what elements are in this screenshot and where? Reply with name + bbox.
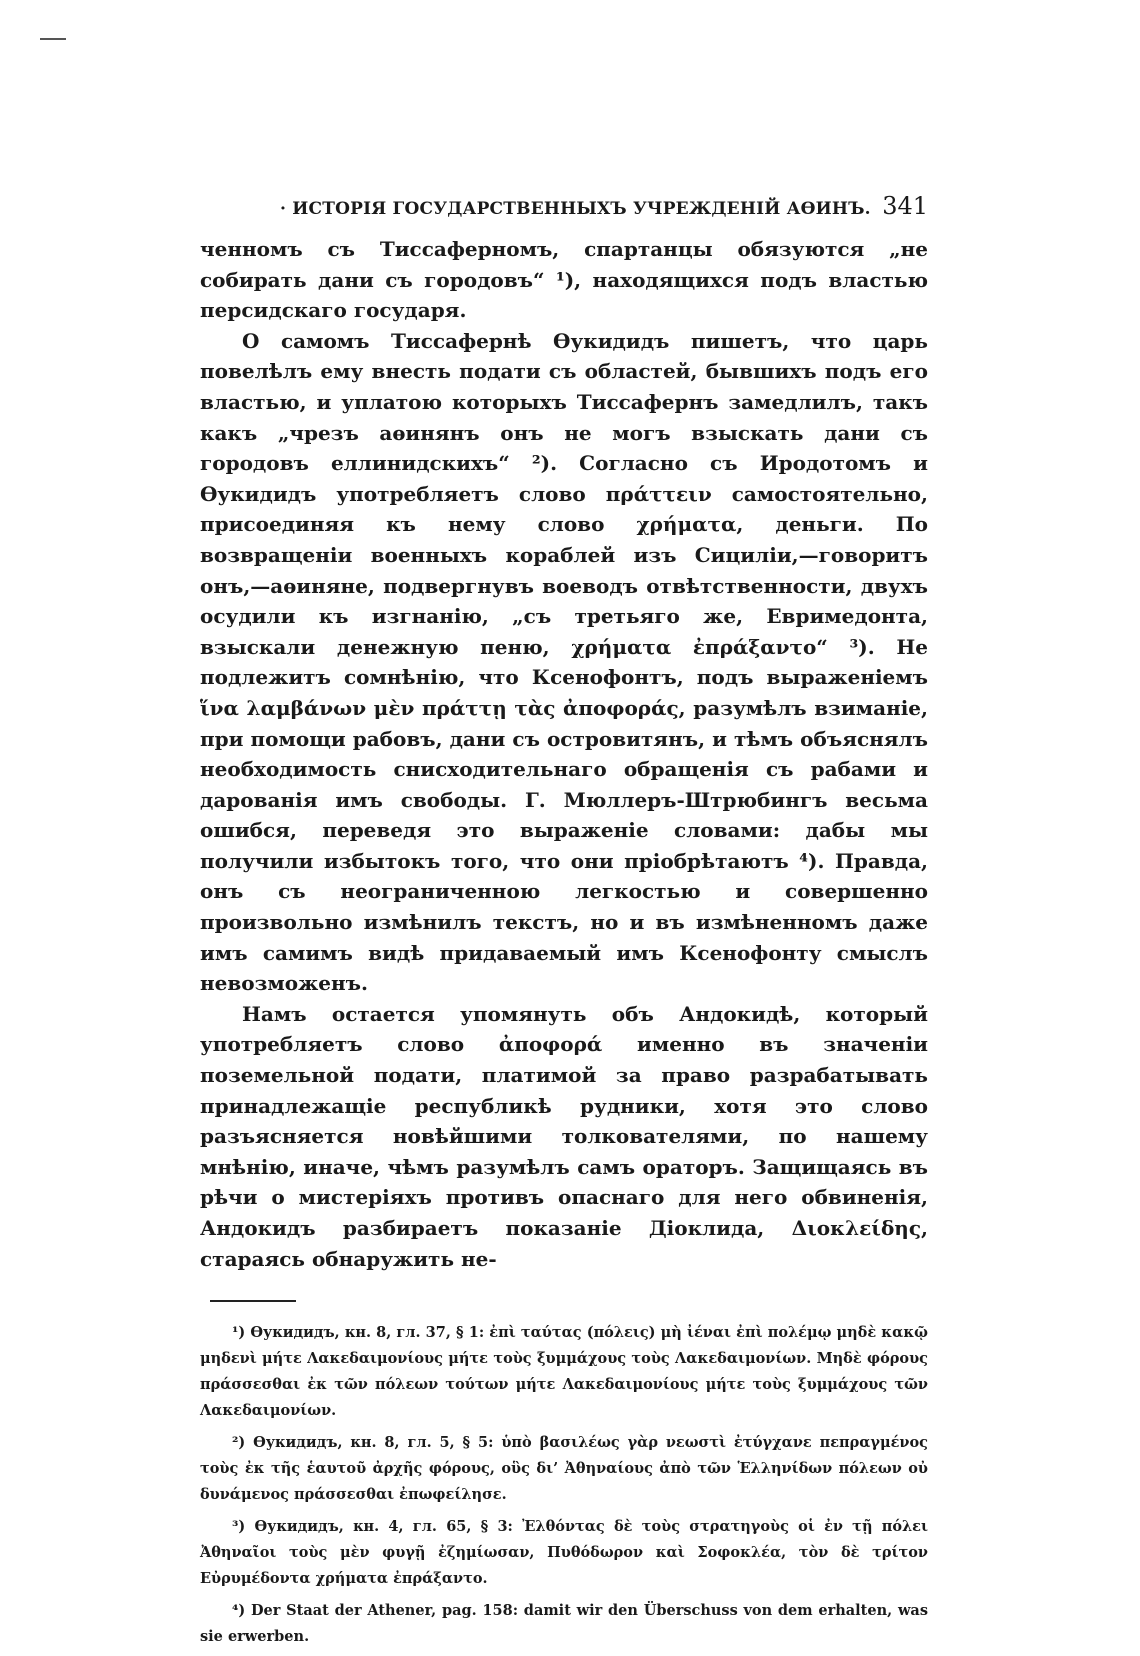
- footnote-1: ¹) Ѳукидидъ, кн. 8, гл. 37, § 1: ἐπὶ ταύτας (πόλεις) μὴ ἰέναι ἐπὶ πολέμῳ μηδὲ κακῷ μηδενὶ μήτε Λακεδαιμονίους μήτε τοὺς ξυμμάχους τοὺς Λακεδαιμονίων. Μηδὲ φόρους πράσσεσθαι ἐκ τῶν πόλεων τούτων μήτε Λακεδαιμονίους μήτε τοὺς ξυμμάχους τῶν Λακεδαιμονίων.: [200, 1324, 928, 1420]
- corner-mark: [40, 38, 66, 40]
- page-number: 341: [882, 192, 928, 220]
- running-title: · ИСТОРІЯ ГОСУДАРСТВЕННЫХЪ УЧРЕЖДЕНІЙ АѲИНЪ.: [280, 199, 871, 219]
- paragraph-continuation: ченномъ съ Тиссаферномъ, спартанцы обязуются „не собирать дани съ городовъ“ ¹), находящихся подъ властью персидскаго государя.: [200, 237, 928, 323]
- running-head: [200, 192, 928, 220]
- footnote-2: ²) Ѳукидидъ, кн. 8, гл. 5, § 5: ὑπὸ βασιλέως γὰρ νεωστὶ ἐτύγχανε πεπραγμένος τοὺς ἐκ τῆς ἑαυτοῦ ἀρχῆς φόρους, οὓς δι’ Ἀθηναίους ἀπὸ τῶν Ἑλληνίδων πόλεων οὐ δυνάμενος πράσσεσθαι ἐπωφείλησε.: [200, 1434, 928, 1504]
- footnote-divider: [210, 1300, 296, 1302]
- footnote-3: ³) Ѳукидидъ, кн. 4, гл. 65, § 3: Ἐλθόντας δὲ τοὺς στρατηγοὺς οἱ ἐν τῇ πόλει Ἀθηναῖοι τοὺς μὲν φυγῇ ἐζημίωσαν, Πυθόδωρον καὶ Σοφοκλέα, τὸν δὲ τρίτον Εὐρυμέδοντα χρήματα ἐπράξαντο.: [200, 1518, 928, 1588]
- paragraph-tissaphernes: О самомъ Тиссафернѣ Ѳукидидъ пишетъ, что царь повелѣлъ ему внесть подати съ областей, бывшихъ подъ его властью, и уплатою которыхъ Тиссафернъ замедлилъ, такъ какъ „чрезъ аѳинянъ онъ не могъ взыскать дани съ городовъ еллинидскихъ“ ²). Согласно съ Иродотомъ и Ѳукидидъ употребляетъ слово πράττειν самостоятельно, присоединяя къ нему слово χρήματα, деньги. По возвращеніи военныхъ кораблей изъ Сициліи,—говоритъ онъ,—аѳиняне, подвергнувъ воеводъ отвѣтственности, двухъ осудили къ изгнанію, „съ третьяго же, Евримедонта, взыскали денежную пеню, χρήματα ἐπράξαντο“ ³). Не подлежитъ сомнѣнію, что Ксенофонтъ, подъ выраженіемъ ἵνα λαμβάνων μὲν πράττῃ τὰς ἀποφοράς, разумѣлъ взиманіе, при помощи рабовъ, дани съ островитянъ, и тѣмъ объяснялъ необходимость снисходительнаго обращенія съ рабами и дарованія имъ свободы. Г. Мюллеръ-Штрюбингъ весьма ошибся, переведя это выраженіе словами: дабы мы получили избытокъ того, что они пріобрѣтаютъ ⁴). Правда, онъ съ неограниченною легкостью и совершенно произвольно измѣнилъ текстъ, но и въ измѣненномъ даже имъ самимъ видѣ придаваемый имъ Ксенофонту смыслъ невозможенъ.: [200, 328, 928, 996]
- footnote-4: ⁴) Der Staat der Athener, pag. 158: damit wir den Überschuss von dem erhalten, was sie erwerben.: [200, 1602, 928, 1646]
- body-text: [200, 234, 928, 1274]
- book-page: [200, 192, 928, 1656]
- paragraph-andocides: Намъ остается упомянуть объ Андокидѣ, который употребляетъ слово ἀποφορά именно въ значеніи поземельной подати, платимой за право разрабатывать принадлежащіе республикѣ рудники, хотя это слово разъясняется новѣйшими толкователями, по нашему мнѣнію, иначе, чѣмъ разумѣлъ самъ ораторъ. Защищаясь въ рѣчи о мистеріяхъ противъ опаснаго для него обвиненія, Андокидъ разбираетъ показаніе Діоклида, Διοκλείδης, стараясь обнаружить не-: [200, 1001, 928, 1271]
- footnotes: [200, 1320, 928, 1650]
